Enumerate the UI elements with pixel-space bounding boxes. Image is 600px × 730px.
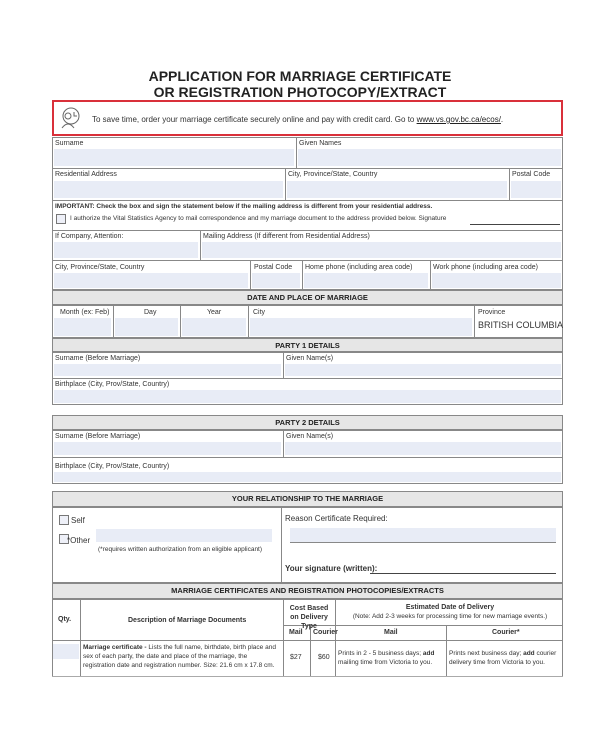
person-clock-icon bbox=[59, 106, 83, 130]
md2: add bbox=[422, 650, 435, 657]
mailing-label: Mailing Address (If different from Residential Address) bbox=[203, 233, 370, 240]
other-label: *Other bbox=[67, 536, 91, 545]
online-notice bbox=[52, 100, 563, 136]
p2-given-input[interactable] bbox=[285, 442, 561, 455]
given-names-input[interactable] bbox=[298, 149, 561, 166]
title-line1: APPLICATION FOR MARRIAGE CERTIFICATE bbox=[148, 68, 452, 84]
month-label: Month (ex: Feb) bbox=[60, 309, 110, 316]
description-header: Description of Marriage Documents bbox=[128, 617, 247, 624]
cost-courier-header: Courier bbox=[313, 629, 338, 636]
p2-birthplace-input[interactable] bbox=[54, 472, 561, 482]
marriage-header: DATE AND PLACE OF MARRIAGE bbox=[52, 290, 563, 305]
cd1: Prints next business day; bbox=[449, 650, 524, 657]
row-mail-delivery bbox=[338, 649, 444, 667]
certificates-header: MARRIAGE CERTIFICATES AND REGISTRATION PHOTOCOPIES/EXTRACTS bbox=[52, 583, 563, 599]
other-note: (*requires written authorization from an eligible applicant) bbox=[98, 546, 263, 553]
p1-birthplace-label: Birthplace (City, Prov/State, Country) bbox=[55, 381, 170, 388]
company-label: If Company, Attention: bbox=[55, 233, 124, 240]
surname-label: Surname bbox=[55, 140, 84, 147]
city2-input[interactable] bbox=[54, 273, 248, 288]
title-line2: OR REGISTRATION PHOTOCOPY/EXTRACT bbox=[153, 84, 447, 100]
delivery-note: (Note: Add 2-3 weeks for processing time for new marriage events.) bbox=[352, 613, 548, 620]
city-input[interactable] bbox=[287, 181, 507, 198]
written-signature-line[interactable] bbox=[370, 573, 556, 574]
p1-surname-input[interactable] bbox=[54, 364, 281, 376]
postal2-label: Postal Code bbox=[254, 264, 293, 271]
residential-input[interactable] bbox=[54, 181, 283, 198]
row-mail-cost: $27 bbox=[290, 654, 302, 661]
signature-line[interactable] bbox=[470, 224, 560, 225]
p2-surname-label: Surname (Before Marriage) bbox=[55, 433, 141, 440]
company-input[interactable] bbox=[54, 242, 198, 258]
p2-birthplace-label: Birthplace (City, Prov/State, Country) bbox=[55, 463, 170, 470]
md3: mailing time from Victoria to you. bbox=[338, 659, 433, 666]
year-label: Year bbox=[207, 309, 222, 316]
year-input[interactable] bbox=[182, 318, 246, 336]
province-value: BRITISH COLUMBIA bbox=[478, 320, 564, 330]
province-label: Province bbox=[478, 309, 506, 316]
qty-input[interactable] bbox=[53, 644, 79, 659]
work-phone-label: Work phone (including area code) bbox=[433, 264, 538, 271]
authorize-checkbox[interactable] bbox=[56, 214, 66, 224]
reason-label: Reason Certificate Required: bbox=[285, 514, 388, 523]
signature-label: Your signature (written): bbox=[285, 564, 378, 573]
home-phone-label: Home phone (including area code) bbox=[305, 264, 413, 271]
cd2: add bbox=[523, 650, 535, 657]
city2-label: City, Province/State, Country bbox=[55, 264, 145, 271]
month-input[interactable] bbox=[54, 318, 111, 336]
delivery-header: Estimated Date of Delivery bbox=[405, 604, 495, 611]
surname-input[interactable] bbox=[54, 149, 294, 166]
p2-given-label: Given Name(s) bbox=[286, 433, 334, 440]
notice-suffix: . bbox=[500, 115, 504, 124]
p1-surname-label: Surname (Before Marriage) bbox=[55, 355, 141, 362]
reason-input[interactable] bbox=[290, 528, 556, 542]
postal-input[interactable] bbox=[511, 181, 561, 198]
row-name: Marriage certificate - bbox=[83, 644, 149, 651]
p2-surname-input[interactable] bbox=[54, 442, 281, 455]
mailing-input[interactable] bbox=[202, 242, 561, 258]
city-label: City, Province/State, Country bbox=[288, 171, 378, 178]
self-checkbox[interactable] bbox=[59, 515, 69, 525]
row-courier-cost: $60 bbox=[318, 654, 330, 661]
notice-text: To save time, order your marriage certificate securely online and pay with credit card. Go to bbox=[92, 115, 417, 124]
ecos-link[interactable]: www.vs.gov.bc.ca/ecos/ bbox=[416, 115, 501, 124]
self-label: Self bbox=[71, 516, 85, 525]
cost-header: Cost Based on Delivery Type bbox=[289, 605, 329, 630]
party2-header: PARTY 2 DETAILS bbox=[52, 415, 563, 430]
delivery-mail-header: Mail bbox=[384, 629, 398, 636]
delivery-courier-header: Courier* bbox=[492, 629, 520, 636]
day-input[interactable] bbox=[115, 318, 178, 336]
row-description bbox=[83, 643, 281, 670]
postal2-input[interactable] bbox=[252, 273, 300, 288]
p1-birthplace-input[interactable] bbox=[54, 390, 561, 403]
important-note: IMPORTANT: Check the box and sign the statement below if the mailing address is different from your residential address. bbox=[55, 203, 433, 210]
relationship-header: YOUR RELATIONSHIP TO THE MARRIAGE bbox=[52, 491, 563, 507]
md1: Prints in 2 - 5 business days; bbox=[338, 650, 423, 657]
home-phone-input[interactable] bbox=[304, 273, 428, 288]
row-desc: Lists the full name, birthdate, birth place and sex of each party, the date and place of the marriage, the registration date and registration number. Size: 21.6 cm x 17.8 cm. bbox=[83, 644, 276, 669]
authorize-text: I authorize the Vital Statistics Agency to mail correspondence and my marriage document to the address provided below. Signature bbox=[70, 215, 447, 222]
other-input[interactable] bbox=[96, 529, 272, 542]
p1-given-label: Given Name(s) bbox=[286, 355, 334, 362]
party1-header: PARTY 1 DETAILS bbox=[52, 338, 563, 352]
city-label-marriage: City bbox=[253, 309, 266, 316]
qty-header: Qty. bbox=[58, 616, 72, 623]
p1-given-input[interactable] bbox=[285, 364, 561, 376]
day-label: Day bbox=[144, 309, 157, 316]
row-courier-delivery bbox=[449, 649, 561, 667]
work-phone-input[interactable] bbox=[432, 273, 561, 288]
residential-label: Residential Address bbox=[55, 171, 117, 178]
cost-mail-header: Mail bbox=[289, 629, 303, 636]
marriage-city-input[interactable] bbox=[250, 318, 472, 336]
given-names-label: Given Names bbox=[299, 140, 342, 147]
postal-label: Postal Code bbox=[512, 171, 551, 178]
cd3: courier delivery time from Victoria to you. bbox=[449, 650, 557, 666]
